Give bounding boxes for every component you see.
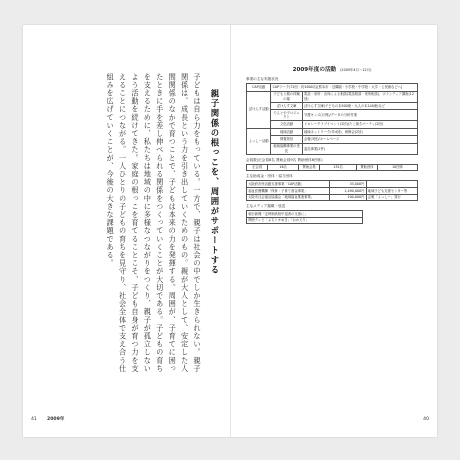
running-head: 2009年 bbox=[47, 417, 65, 422]
activity-detail: CAPワーク(72回・約1800名)[熊本市・近隣園・小学校・中学校・大学・公民館などへ] bbox=[271, 84, 418, 92]
activity-sub: 子どもと親の体験の場 bbox=[271, 91, 302, 102]
activities-label: 事業の主な実施状況 bbox=[246, 77, 279, 81]
activities-table bbox=[246, 83, 418, 155]
activity-detail: 委託事業(2件) bbox=[302, 143, 417, 154]
activity-detail: 地域ネットワーク(年4回)、研修会(2回) bbox=[302, 128, 417, 136]
page-number-right: 40 bbox=[423, 417, 429, 422]
grants-label: 主な助成金・団体・協力団体 bbox=[246, 174, 293, 179]
member-cell: 賛助会員 bbox=[298, 164, 319, 171]
activity-detail: 守護キッズ(月例)/データの分析作業 bbox=[302, 110, 417, 121]
activity-report bbox=[246, 65, 418, 224]
grant-name: 福祉医療機構「保育・子育て基金事業」 bbox=[247, 188, 330, 195]
grants-table bbox=[246, 180, 418, 201]
media-outlet: 関西テレビ「ぷちトキめき」「おかえり」 bbox=[247, 217, 363, 224]
activity-sub: 地域協働事業の受託 bbox=[271, 143, 302, 154]
table-row bbox=[247, 164, 418, 171]
table-row bbox=[247, 188, 418, 195]
activity-detail: 会報(3回)/ホームページ bbox=[302, 136, 417, 144]
report-period: (2009年4月〜12月) bbox=[340, 68, 372, 72]
member-cell: 16名 bbox=[268, 164, 299, 171]
activity-detail: ドロシークラブイベント(2回)/たこ焼きパーティ(2回) bbox=[302, 121, 417, 129]
activity-category: CAP活動 bbox=[247, 84, 271, 92]
table-row bbox=[247, 102, 418, 110]
media-outlet: 朝日新聞「定時制高校中退者の支援に」 bbox=[247, 211, 363, 218]
table-row bbox=[247, 217, 363, 224]
activity-sub: 情報発信 bbox=[271, 136, 302, 144]
section-heading: 親子関係の根っこを、周囲がサポートする bbox=[210, 89, 220, 276]
member-cell: 賛助団体 bbox=[356, 164, 377, 171]
table-row bbox=[247, 211, 363, 218]
member-cell: 131名 bbox=[320, 164, 356, 171]
member-cell: 正会員 bbox=[247, 164, 268, 171]
activity-sub: 地域活動 bbox=[271, 128, 302, 136]
activity-detail: ぽけんす文庫(子どもの本500冊・大人の本140冊)など bbox=[302, 102, 417, 110]
table-row bbox=[247, 194, 418, 201]
activity-sub: 文化活動 bbox=[271, 121, 302, 129]
members-table bbox=[246, 164, 418, 172]
report-title-text: 2009年度の活動 bbox=[292, 67, 337, 73]
body-text: 子どもは自ら力をもっている。一方で、親子は社会の中でしか生きられない。親子関係は、成長という力を引き出していくためのもの。親が大人として、安定した人間関係のなかで育つことで、子どもは本来の力を発揮する。周囲が、子育てに困ったときに手を差し伸べられる関係をつくっていくことが大切である。子どもの育ちを支えるために、私たちは地域の中に多様なつながりをつくり、親子が孤立しないよう活動を続けてきた。家庭の根っこを育てることこそ、子ども自身が育つ力を支えることにつながる。一人ひとりの子どもの育ちを見守り、社会全体で支え合う仕組みを広げていくことが、今後の大きな課題である。 bbox=[106, 73, 202, 373]
activity-category: ぽけんす活動 bbox=[247, 91, 271, 128]
report-title bbox=[246, 65, 418, 73]
gutter bbox=[230, 25, 231, 437]
table-row bbox=[247, 136, 418, 144]
page-number-left: 41 bbox=[31, 417, 37, 422]
media-table bbox=[246, 210, 363, 224]
table-row bbox=[247, 143, 418, 154]
media-label: 主なメディア掲載・放送 bbox=[246, 204, 286, 209]
grant-name: 大阪府市民活動支援事業「CAP活動」 bbox=[247, 181, 330, 188]
activity-sub: でんとやプロジェクト bbox=[271, 110, 302, 121]
grant-note: 会報「よっしー」発行 bbox=[366, 194, 417, 201]
grant-amount: 33,000円 bbox=[330, 181, 366, 188]
table-row bbox=[247, 128, 418, 136]
grant-note bbox=[366, 181, 417, 188]
grant-amount: 1,490,000円 bbox=[330, 188, 366, 195]
grant-name: 大阪市社会福祉協議会「地域福祉推進事業」 bbox=[247, 194, 330, 201]
table-row bbox=[247, 181, 418, 188]
table-row bbox=[247, 110, 418, 121]
members-label: 会員数(正会員8名 賛助会員9名 賛助団体6団体) bbox=[246, 157, 323, 162]
table-row bbox=[247, 121, 418, 129]
book-spread bbox=[23, 25, 437, 437]
grant-amount: 100,000円 bbox=[330, 194, 366, 201]
member-cell: 10団体 bbox=[378, 164, 418, 171]
activity-sub: ぽけんす文庫 bbox=[271, 102, 302, 110]
activity-category: よっしー活動 bbox=[247, 128, 271, 154]
activity-detail: 電話・来所・出向による相談(電話相談・来所相談)、ボランティア講座(12回) bbox=[302, 91, 417, 102]
grant-note: 地域子ども支援センター等 bbox=[366, 188, 417, 195]
table-row bbox=[247, 84, 418, 92]
table-row bbox=[247, 91, 418, 102]
